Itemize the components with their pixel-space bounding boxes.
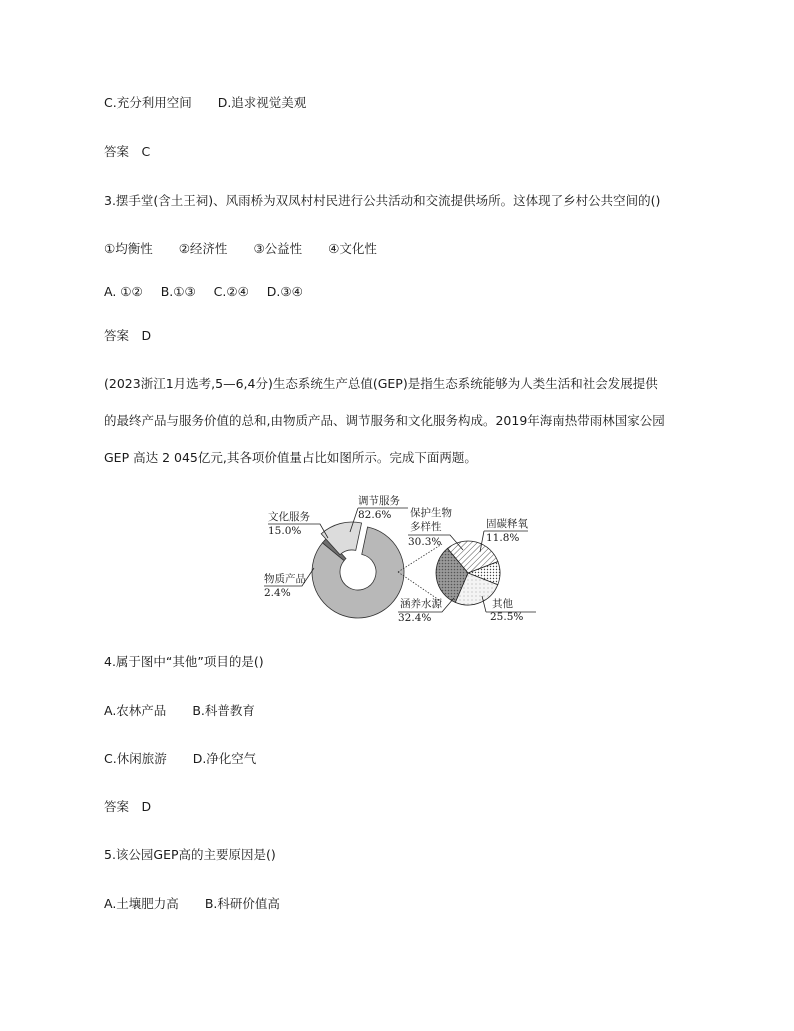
option-c: C.②④ [213, 284, 249, 299]
question-4-options-cd [104, 751, 256, 767]
value-tanyang: 11.8% [486, 532, 520, 544]
question-3-statements [104, 241, 377, 257]
option-a: A.农林产品 [104, 703, 167, 718]
value-hanyang: 32.4% [398, 612, 432, 624]
question-5: 5.该公园GEP高的主要原因是() [104, 847, 276, 862]
statement-4: ④文化性 [328, 241, 377, 256]
passage-line-2: 的最终产品与服务价值的总和,由物质产品、调节服务和文化服务构成。2019年海南热带雨林国家公园 [104, 413, 665, 428]
passage-line-1: (2023浙江1月选考,5—6,4分)生态系统生产总值(GEP)是指生态系统能够为人类生活和社会发展提供 [104, 376, 658, 391]
value-shengwu: 30.3% [408, 536, 442, 548]
value-tiaojie: 82.6% [358, 509, 392, 521]
option-d: D.追求视觉美观 [217, 95, 307, 110]
option-c: C.充分利用空间 [104, 95, 192, 110]
label-tanyang: 固碳释氧 [486, 518, 528, 530]
label-hanyang: 涵养水源 [400, 598, 442, 610]
question-4: 4.属于图中“其他”项目的是() [104, 654, 264, 669]
option-a: A. ①② [104, 284, 143, 299]
gep-chart [258, 490, 538, 630]
passage-line-3: GEP 高达 2 045亿元,其各项价值量占比如图所示。完成下面两题。 [104, 450, 477, 465]
connector-top [398, 544, 442, 572]
question-4-options-ab [104, 703, 255, 719]
value-qita: 25.5% [490, 611, 524, 623]
option-c: C.休闲旅游 [104, 751, 167, 766]
label-tiaojie: 调节服务 [358, 495, 400, 507]
option-b: B.①③ [160, 284, 196, 299]
answer-4: 答案 D [104, 799, 152, 814]
question-3: 3.摆手堂(含土王祠)、风雨桥为双凤村村民进行公共活动和交流提供场所。这体现了乡村公共空间的() [104, 193, 661, 208]
answer-2: 答案 C [104, 144, 151, 159]
options-line-c-d [104, 95, 306, 111]
question-5-options-ab [104, 896, 280, 912]
question-3-options [104, 284, 303, 300]
option-b: B.科研价值高 [204, 896, 280, 911]
option-d: D.净化空气 [192, 751, 257, 766]
statement-2: ②经济性 [178, 241, 228, 256]
statement-1: ①均衡性 [104, 241, 153, 256]
label-qita: 其他 [492, 598, 513, 610]
value-wenhua: 15.0% [268, 525, 302, 537]
statement-3: ③公益性 [253, 241, 303, 256]
answer-3: 答案 D [104, 328, 152, 343]
option-b: B.科普教育 [192, 703, 255, 718]
option-a: A.土壤肥力高 [104, 896, 179, 911]
value-wuzhi: 2.4% [264, 587, 291, 599]
label-wuzhi: 物质产品 [264, 573, 306, 585]
label-shengwu-1: 保护生物 [410, 507, 452, 519]
option-d: D.③④ [266, 284, 303, 299]
label-shengwu-2: 多样性 [410, 521, 442, 533]
label-wenhua: 文化服务 [268, 511, 310, 523]
